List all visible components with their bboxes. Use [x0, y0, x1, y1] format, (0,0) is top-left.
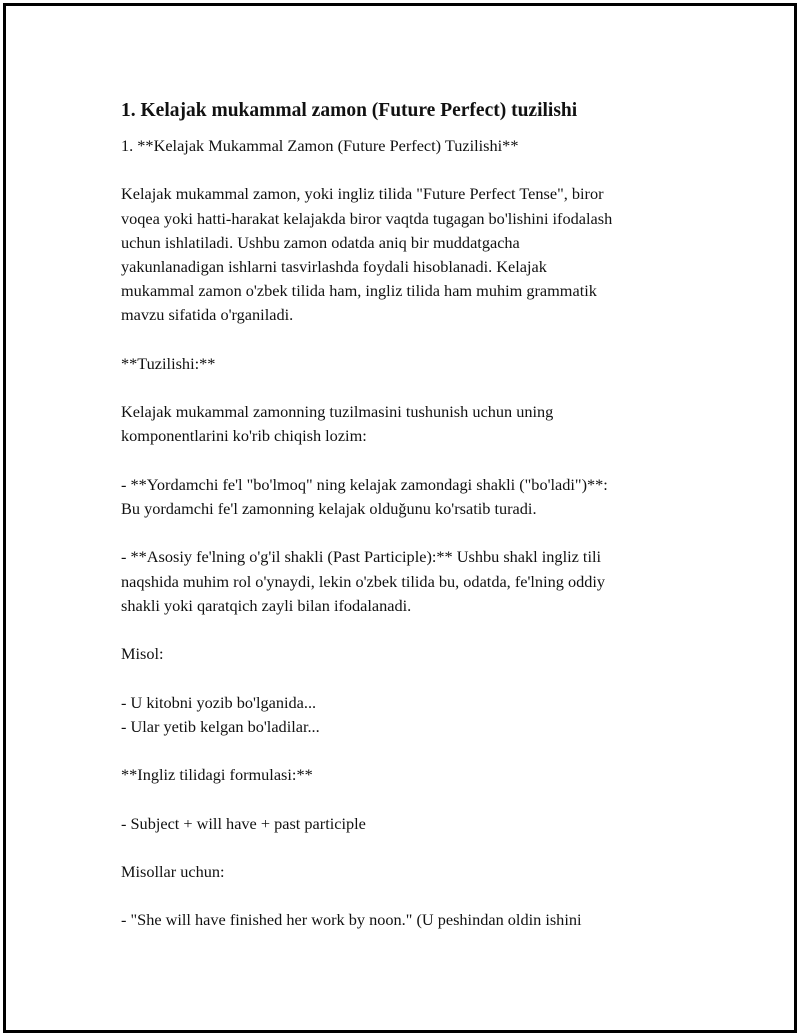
components-intro-paragraph	[121, 400, 701, 448]
text-line: Kelajak mukammal zamon, yoki ingliz tilida "Future Perfect Tense", biror	[121, 184, 604, 204]
text-line: mukammal zamon o'zbek tilida ham, ingliz tilida ham muhim grammatik	[121, 281, 597, 301]
paragraph-gap	[121, 158, 701, 182]
paragraph-gap	[121, 449, 701, 473]
formula-label: **Ingliz tilidagi formulasi:**	[121, 765, 313, 785]
document-subheading: 1. **Kelajak Mukammal Zamon (Future Perfect) Tuzilishi**	[121, 136, 519, 155]
formula-text: - Subject + will have + past participle	[121, 813, 366, 833]
text-line: yakunlanadigan ishlarni tasvirlashda foydali hisoblanadi. Kelajak	[121, 257, 547, 276]
component-item-auxiliary-verb	[121, 473, 701, 521]
paragraph-gap	[121, 739, 701, 763]
examples-label: Misollar uchun:	[121, 861, 225, 881]
examples-list	[121, 691, 701, 739]
text-line: mavzu sifatida o'rganiladi.	[121, 305, 294, 325]
paragraph-gap	[121, 521, 701, 545]
list-item: - Ular yetib kelgan bo'ladilar...	[121, 716, 320, 736]
example-label: Misol:	[121, 644, 164, 664]
list-item: - U kitobni yozib bo'lganida...	[121, 692, 317, 712]
paragraph-gap	[121, 376, 701, 400]
structure-label: **Tuzilishi:**	[121, 353, 216, 373]
paragraph-gap	[121, 328, 701, 352]
paragraph-gap	[121, 884, 701, 908]
text-line: uchun ishlatiladi. Ushbu zamon odatda aniq bir muddatgacha	[121, 232, 520, 252]
intro-paragraph	[121, 182, 701, 327]
text-line: naqshida muhim rol o'ynaydi, lekin o'zbek tilida bu, odatda, fe'lning oddiy	[121, 571, 606, 591]
paragraph-gap	[121, 666, 701, 690]
paragraph-gap	[121, 618, 701, 642]
document-heading: 1. Kelajak mukammal zamon (Future Perfect) tuzilishi	[121, 100, 578, 121]
page-frame	[3, 3, 797, 1033]
text-line: - **Yordamchi fe'l "bo'lmoq" ning kelajak zamondagi shakli ("bo'ladi")**:	[121, 474, 608, 494]
text-line: - **Asosiy fe'lning o'g'il shakli (Past Participle):** Ushbu shakl ingliz tili	[121, 547, 602, 567]
text-line: shakli yoki qaratqich zayli bilan ifodalanadi.	[121, 595, 412, 615]
text-line: voqea yoki hatti-harakat kelajakda biror vaqtda tugagan bo'lishini ifodalash	[121, 208, 613, 228]
text-line: Bu yordamchi fe'l zamonning kelajak olduğunu ko'rsatib turadi.	[121, 498, 537, 518]
paragraph-gap	[121, 836, 701, 860]
document-body	[121, 98, 701, 933]
text-line: komponentlarini ko'rib chiqish lozim:	[121, 426, 367, 446]
component-item-past-participle	[121, 545, 701, 618]
example-sentence: - "She will have finished her work by noon." (U peshindan oldin ishini	[121, 910, 582, 930]
paragraph-gap	[121, 787, 701, 811]
text-line: Kelajak mukammal zamonning tuzilmasini tushunish uchun uning	[121, 402, 554, 422]
